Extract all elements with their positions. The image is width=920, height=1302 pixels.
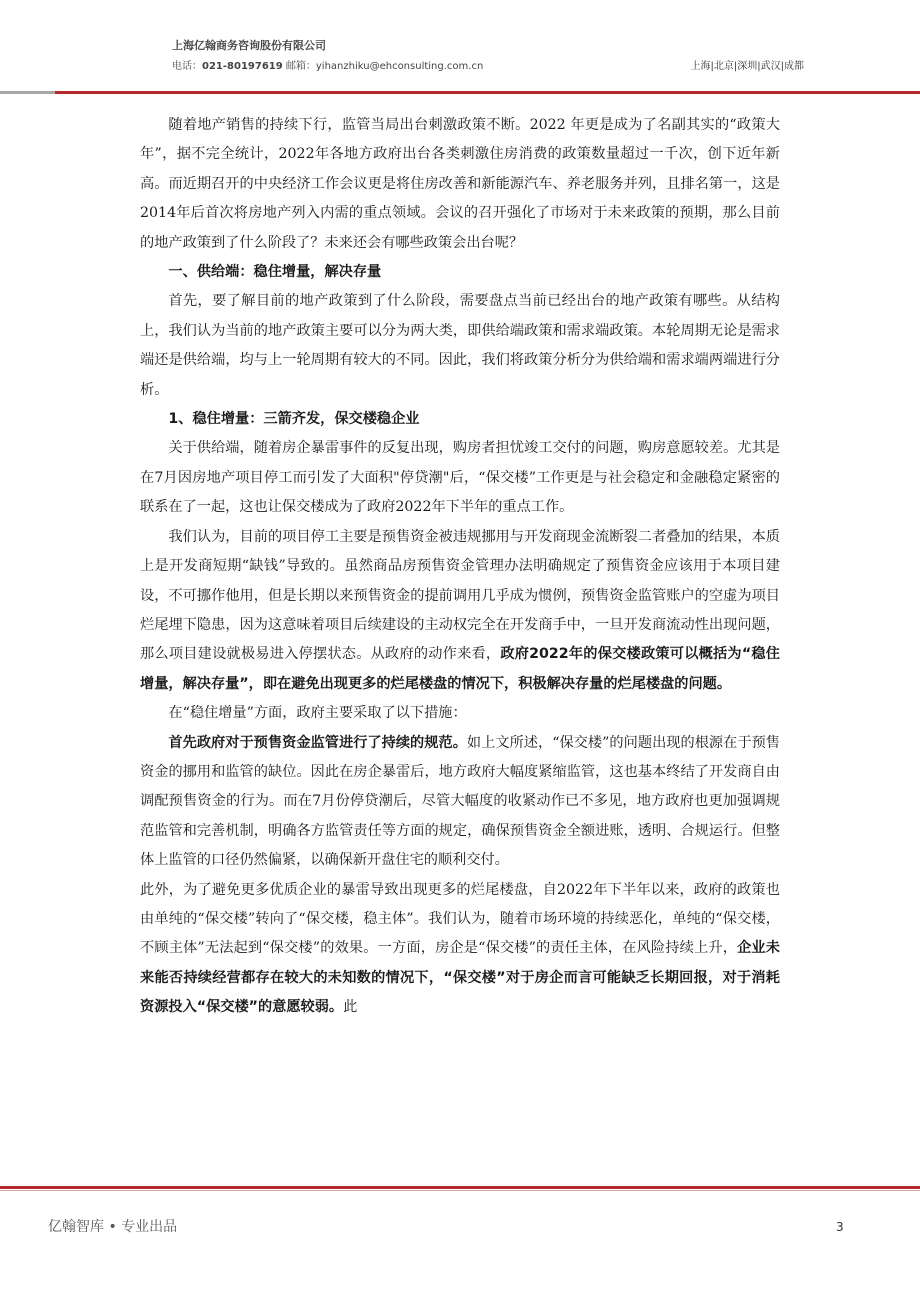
header-divider-red: [55, 91, 920, 94]
project-halt-emphasis: 政府2022年的保交楼政策可以概括为“稳住增量，解决存量”，即在避免出现更多的烂尾楼盘的情况下，积极解决存量的烂尾楼盘的问题。: [140, 646, 780, 692]
page-header: [0, 0, 920, 100]
stabilize-text: 此外，为了避免更多优质企业的暴雷导致出现更多的烂尾楼盘，自2022年下半年以来，政府的政策也由单纯的“保交楼”转向了“保交楼，稳主体”。我们认为，随着市场环境的持续恶化，单纯的“保交楼，不顾主体”无法起到“保交楼”的效果。一方面，房企是“保交楼”的责任主体，在风险持续上升，: [140, 881, 780, 957]
email-label: 邮箱：: [282, 61, 316, 72]
office-cities: 上海|北京|深圳|武汉|成都: [690, 61, 804, 72]
paragraph-presale-supervision: [140, 729, 780, 876]
email-address: yihanzhiku@ehconsulting.com.cn: [315, 61, 484, 72]
header-divider: [0, 91, 920, 94]
paragraph-supply-side: 关于供给端，随着房企暴雷事件的反复出现，购房者担忧竣工交付的问题，购房意愿较差。尤其是在7月因房地产项目停工而引发了大面积"停贷潮"后，“保交楼”工作更是与社会稳定和金融稳定紧密的联系在了一起，这也让保交楼成为了政府2022年下半年的重点工作。: [140, 440, 780, 516]
paragraph-structure: 首先，要了解目前的地产政策到了什么阶段，需要盘点当前已经出台的地产政策有哪些。从结构上，我们认为当前的地产政策主要可以分为两大类，即供给端政策和需求端政策。本轮周期无论是需求端还是供给端，均与上一轮周期有较大的不同。因此，我们将政策分析分为供给端和需求端两端进行分析。: [140, 293, 780, 398]
paragraph-project-halt: [140, 523, 780, 699]
header-divider-grey: [0, 91, 55, 94]
project-halt-text: 我们认为，目前的项目停工主要是预售资金被违规挪用与开发商现金流断裂二者叠加的结果，本质上是开发商短期“缺钱”导致的。虽然商品房预售资金管理办法明确规定了预售资金应该用于本项目建设，不可挪作他用，但是长期以来预售资金的提前调用几乎成为惯例，预售资金监管账户的空虚为项目烂尾埋下隐患，因为这意味着项目后续建设的主动权完全在开发商手中，一旦开发商流动性出现问题，那么项目建设就极易进入停摆状态。从政府的动作来看，: [140, 528, 780, 663]
subsection-heading-stabilize: 1、稳住增量：三箭齐发，保交楼稳企业: [168, 411, 420, 428]
phone-number: 021-80197619: [202, 61, 283, 72]
document-body: [140, 111, 780, 1023]
paragraph-measures-intro: 在“稳住增量”方面，政府主要采取了以下措施：: [168, 705, 467, 722]
presale-emphasis: 首先政府对于预售资金监管进行了持续的规范。: [168, 734, 467, 751]
stabilize-emphasis: 企业未来能否持续经营都存在较大的未知数的情况下，“保交楼”对于房企而言可能缺乏长期回报，对于消耗资源投入“保交楼”的意愿较弱。: [140, 940, 780, 1016]
footer-brand: 亿翰智库 • 专业出品: [48, 1219, 178, 1235]
company-name: 上海亿翰商务咨询股份有限公司: [172, 39, 326, 52]
footer-divider: [0, 1186, 920, 1189]
presale-text: 如上文所述，“保交楼”的问题出现的根源在于预售资金的挪用和监管的缺位。因此在房企暴雷后，地方政府大幅度紧缩监管，这也基本终结了开发商自由调配预售资金的行为。而在7月份停贷潮后，尽管大幅度的收紧动作已不多见，地方政府也更加强调规范监管和完善机制，明确各方监管责任等方面的规定，确保预售资金全额进账，透明、合规运行。但整体上监管的口径仍然偏紧，以确保新开盘住宅的顺利交付。: [140, 734, 780, 869]
paragraph-intro: 随着地产销售的持续下行，监管当局出台刺激政策不断。2022 年更是成为了名副其实的“政策大年”，据不完全统计，2022年各地方政府出台各类刺激住房消费的政策数量超过一千次，创下近年新高。而近期召开的中央经济工作会议更是将住房改善和新能源汽车、养老服务并列，且排名第一，这是2014年后首次将房地产列入内需的重点领域。会议的召开强化了市场对于未来政策的预期，那么目前的地产政策到了什么阶段了？未来还会有哪些政策会出台呢？: [140, 117, 780, 251]
page-number: 3: [836, 1220, 844, 1234]
section-heading-supply: 一、供给端：稳住增量，解决存量: [168, 264, 382, 281]
paragraph-stabilize-entities: [140, 876, 780, 1023]
footer-divider-thin: [0, 1190, 920, 1191]
phone-label: 电话：: [172, 61, 202, 72]
contact-info: [172, 57, 483, 72]
stabilize-continuation: 此: [343, 999, 358, 1016]
